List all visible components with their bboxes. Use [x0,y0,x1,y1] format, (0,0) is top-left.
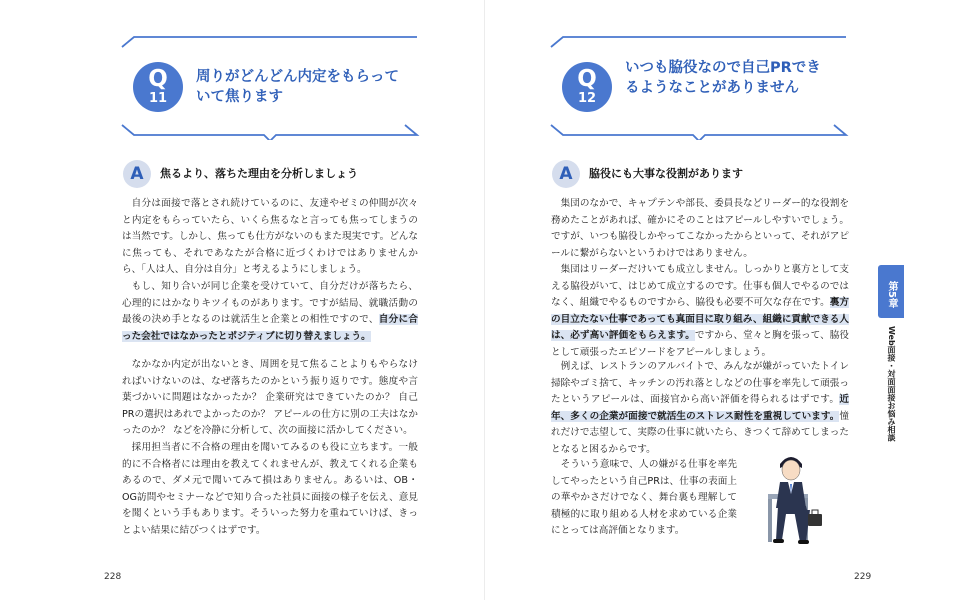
seated-student-illustration [758,448,826,548]
answer-heading: 脇役にも大事な役割があります [589,167,743,180]
highlighted-text: 近年、多くの企業が面接で就活生のストレス耐性を重視しています。 [551,394,849,422]
answer-paragraph: 採用担当者に不合格の理由を聞いてみるのも役に立ちます。一般的に不合格者には理由を教えてくれませんが、教えてくれる企業もあるので、ダメ元で聞いてみて損はありません。あるいは、OB・OG訪問やセミナーなどで知り合った社員に面接の様子を伝え、意見を聞くという手もあります。そういった努力を重ねていけば、きっとよい結果に結びつくはずです。 [122,442,418,536]
question-title: 周りがどんどん内定をもらっていて焦ります [196,69,399,105]
chapter-label: Web面接・対面面接お悩み相談 [887,326,896,442]
answer-heading: 焦るより、落ちた理由を分析しましょう [160,167,358,180]
chapter-tab[interactable]: 第5章 [878,265,904,318]
page-number: 228 [104,572,122,582]
highlighted-text: 裏方の目立たない仕事であっても真面目に取り組み、組織に貢献できる人は、必ず高い評価をもらえます。 [551,297,850,342]
answer-paragraph: 例えば、レストランのアルバイトで、みんなが嫌がっていたトイレ掃除やゴミ捨て、キッチンの汚れ落としなどの仕事を率先して頑張ったというアピールは、面接官から高い評価を得られるはずです。近年、多くの企業が面接で就活生のストレス耐性を重視しています。憧れだけで志望して、実際の仕事に就いたら、きつくて辞めてしまったとなると困るからです。 [551,361,849,455]
question-title: いつも脇役なので自己PRできるようなことがありません [625,60,821,96]
answer-paragraph: なかなか内定が出ないとき、周囲を見て焦ることよりもやらなければいけないのは、なぜ落ちたのかという振り返りです。態度や言葉づかいに問題はなかったか？ 企業研究はできていたのか？ 自己PRの選択はあれでよかったのか？ アピールの仕方に別の工夫はなかったのか？ などを冷静に分析して、次の面接に活かしてください。 [122,359,418,437]
highlighted-text: 自分に合った会社ではなかったとポジティブに切り替えましょう。 [122,314,419,342]
question-number-badge: Q 12 [562,62,612,112]
answer-paragraph: そういう意味で、人の嫌がる仕事を率先してやったという自己PRは、仕事の表面上の華やかさだけでなく、舞台裏も理解して積極的に取り組める人材を求めている企業にとっては高評価となります。 [551,459,737,537]
answer-badge: A [552,160,580,188]
answer-paragraph: 集団はリーダーだけいても成立しません。しっかりと裏方として支える脇役がいて、はじめて成立するのです。仕事も個人でやるのではなく、組織でやるものですから、脇役も必要不可欠な存在です。裏方の目立たない仕事であっても真面目に取り組み、組織に貢献できる人は、必ず高い評価をもらえます。ですから、堂々と胸を張って、脇役として頑張ったエピソードをアピールしましょう。 [551,264,850,358]
page-number: 229 [854,572,872,582]
answer-badge: A [123,160,151,188]
question-number-badge: Q 11 [133,62,183,112]
answer-paragraph: もし、知り合いが同じ企業を受けていて、自分だけが落ちたら、心理的にはかなりキツイものがあります。ですが結局、就職活動の最後の決め手となるのは就活生と企業との相性ですので、自分に合った会社ではなかったとポジティブに切り替えましょう。 [122,281,419,342]
answer-paragraph: 集団のなかで、キャプテンや部長、委員長などリーダー的な役割を務めたことがあれば、確かにそのことはアピールしやすいでしょう。ですが、いつも脇役しかやってこなかったからといって、それがアピールに繋がらないというわけではありません。 [551,198,849,259]
answer-paragraph: 自分は面接で落とされ続けているのに、友達やゼミの仲間が次々と内定をもらっていたら、いくら焦るなと言っても焦ってしまうのは当然です。しかし、焦っても仕方がないのもまた現実です。どんなに焦っても、それであなたが合格に近づくわけではありませんから、「人は人、自分は自分」と考えるようにしましょう。 [122,198,418,276]
